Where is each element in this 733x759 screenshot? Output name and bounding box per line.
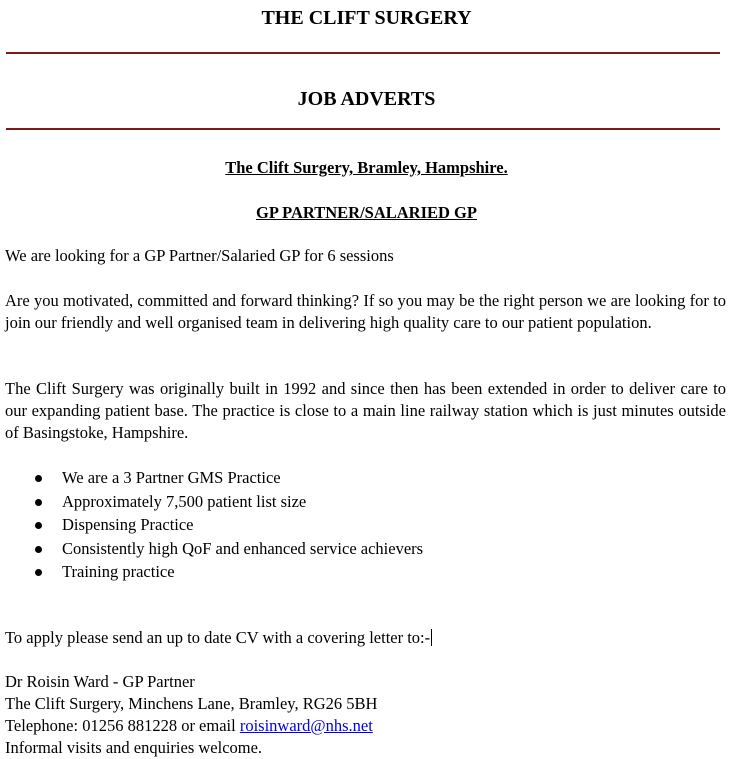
section-title: JOB ADVERTS	[297, 88, 436, 110]
contact-address: The Clift Surgery, Minchens Lane, Bramley, RG26 5BH	[5, 694, 378, 713]
contact-phone-line	[5, 715, 373, 737]
list-item-text: Dispensing Practice	[62, 515, 194, 534]
bullet-icon	[35, 522, 42, 529]
bullet-icon	[35, 499, 42, 506]
role-heading: GP PARTNER/SALARIED GP	[256, 203, 477, 222]
bullet-icon	[35, 546, 42, 553]
contact-name: Dr Roisin Ward - GP Partner	[5, 672, 195, 691]
bullet-icon	[35, 475, 42, 482]
divider-bottom	[6, 128, 720, 130]
text-cursor	[431, 629, 432, 646]
phone-text: Telephone: 01256 881228 or email	[5, 716, 240, 735]
intro-text: We are looking for a GP Partner/Salaried GP for 6 sessions	[5, 246, 394, 265]
divider-top	[6, 52, 720, 54]
page-title: THE CLIFT SURGERY	[261, 7, 472, 29]
motivation-paragraph: Are you motivated, committed and forward thinking? If so you may be the right person we are looking for to join our friendly and well organised team in delivering high quality care to our patient population.	[5, 291, 726, 332]
history-paragraph: The Clift Surgery was originally built in 1992 and since then has been extended in order to deliver care to our expanding patient base. The practice is close to a main line railway station which is just minutes outside of Basingstoke, Hampshire.	[5, 379, 726, 442]
bullet-icon	[35, 569, 42, 576]
email-link[interactable]: roisinward@nhs.net	[239, 716, 373, 735]
list-item-text: Approximately 7,500 patient list size	[62, 491, 307, 511]
list-item-text: Training practice	[62, 562, 175, 581]
apply-instructions[interactable]	[5, 627, 432, 649]
apply-text: To apply please send an up to date CV with a covering letter to:-	[5, 628, 431, 647]
location-heading: The Clift Surgery, Bramley, Hampshire.	[225, 158, 508, 177]
list-item-text: We are a 3 Partner GMS Practice	[62, 468, 281, 487]
closing-note: Informal visits and enquiries welcome.	[5, 738, 263, 757]
list-item-text: Consistently high QoF and enhanced service achievers	[62, 538, 424, 558]
